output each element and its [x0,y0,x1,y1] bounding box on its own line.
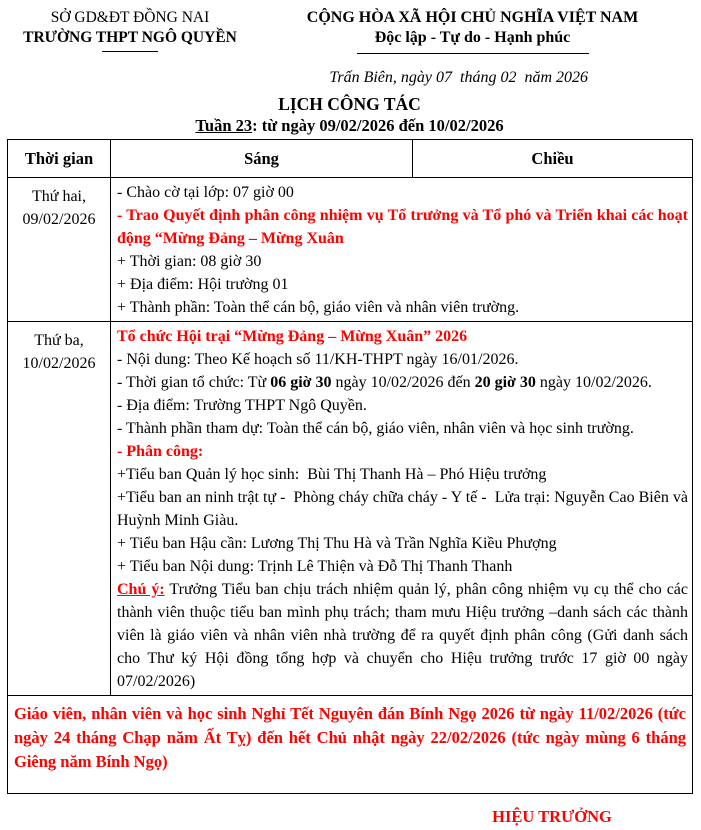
holiday-notice-cell [8,696,693,794]
national-header-block [253,8,692,54]
time-start-bold: 06 giờ 30 [270,374,332,391]
table-row-monday [8,178,693,322]
column-header-afternoon: Chiều [413,140,693,178]
time-seg1: - Thời gian tổ chức: Từ [117,374,271,391]
document-header [7,8,692,54]
document-title: LỊCH CÔNG TÁC [278,94,421,114]
principal-signature-title: HIỆU TRƯỞNG [492,807,612,826]
monday-day-label: Thứ hai, [32,188,86,205]
tuesday-day-label: Thứ ba, [34,332,84,349]
monday-line-participants: + Thành phần: Toàn thể cán bộ, giáo viên và nhân viên trường. [117,299,520,316]
tuesday-date-label: 10/02/2026 [22,355,96,372]
issuing-org-block [7,8,253,54]
place-date-line: Trấn Biên, ngày 07 tháng 02 năm 2026 [329,69,588,86]
motto-underline [357,53,589,54]
monday-line-decision-announcement: - Trao Quyết định phân công nhiệm vụ Tổ trưởng và Tổ phó và Triển khai các hoạt động “Mừng Đảng – Mừng Xuân [117,207,692,247]
note-label: Chú ý: [117,581,165,598]
tuesday-content-cell [111,322,693,696]
column-header-morning: Sáng [111,140,413,178]
time-seg3: ngày 10/02/2026 đến [331,374,475,391]
tuesday-event-title: Tổ chức Hội trại “Mừng Đảng – Mừng Xuân” 2026 [117,328,468,345]
holiday-notice-text: Giáo viên, nhân viên và học sinh Nghỉ Tết Nguyên đán Bính Ngọ 2026 từ ngày 11/02/2026 (tức ngày 24 tháng Chạp năm Ất Tỵ) đến hết Chủ nhật ngày 22/02/2026 (tức ngày mùng 6 tháng Giêng năm Bính Ngọ) [14,704,691,771]
school-name: TRƯỜNG THPT NGÔ QUYỀN [23,29,237,46]
monday-line-location: + Địa điểm: Hội trường 01 [117,276,289,293]
week-range: : từ ngày 09/02/2026 đến 10/02/2026 [252,116,504,135]
document-subtitle [7,116,692,136]
schedule-table [7,139,693,794]
table-row-holiday-notice [8,696,693,794]
week-number: Tuần 23 [195,116,253,135]
national-motto: Độc lập - Tự do - Hạnh phúc [374,29,571,46]
time-end-bold: 20 giờ 30 [474,374,536,391]
tuesday-subcommittee-student-management: +Tiểu ban Quản lý học sinh: Bùi Thị Thanh Hà – Phó Hiệu trưởng [117,466,547,483]
monday-time-cell [8,178,111,322]
monday-content-cell [111,178,693,322]
tuesday-line-content: - Nội dung: Theo Kế hoạch số 11/KH-THPT ngày 16/01/2026. [117,351,519,368]
tuesday-time-cell [8,322,111,696]
monday-line-time: + Thời gian: 08 giờ 30 [117,253,262,270]
tuesday-line-participants: - Thành phần tham dự: Toàn thể cán bộ, giáo viên, nhân viên và học sinh trường. [117,420,634,437]
tuesday-subcommittee-security: +Tiểu ban an ninh trật tự - Phòng cháy chữa cháy - Y tế - Lửa trại: Nguyễn Cao Biên và Huỳnh Minh Giàu. [117,489,692,529]
tuesday-subcommittee-logistics: + Tiểu ban Hậu cần: Lương Thị Thu Hà và Trần Nghĩa Kiều Phượng [117,535,557,552]
tuesday-line-time [117,371,688,394]
table-header-row [8,140,693,178]
time-seg5: ngày 10/02/2026. [535,374,652,391]
org-underline [102,51,158,52]
column-header-time: Thời gian [8,140,111,178]
note-text: Trưởng Tiểu ban chịu trách nhiệm quản lý, phân công nhiệm vụ cụ thể cho các thành viên thuộc tiểu ban mình phụ trách; tham mưu Hiệu trưởng –danh sách các thành viên là giáo viên và nhân viên nhà trường để ra quyết định phân công (Gửi danh sách cho Thư ký Hội đồng tổng hợp và chuyển cho Hiệu trưởng trước 17 giờ 00 ngày 07/02/2026) [117,581,692,690]
tuesday-assignment-heading: - Phân công: [117,443,204,460]
monday-date-label: 09/02/2026 [22,211,96,228]
national-title: CỘNG HÒA XÃ HỘI CHỦ NGHĨA VIỆT NAM [306,9,639,26]
tuesday-subcommittee-program: + Tiểu ban Nội dung: Trịnh Lê Thiện và Đỗ Thị Thanh Thanh [117,558,513,575]
table-row-tuesday [8,322,693,696]
tuesday-line-location: - Địa điểm: Trường THPT Ngô Quyền. [117,397,367,414]
department-name: SỞ GD&ĐT ĐỒNG NAI [50,9,210,26]
tuesday-note-paragraph [117,578,692,693]
monday-line-flag-ceremony: - Chào cờ tại lớp: 07 giờ 00 [117,184,294,201]
